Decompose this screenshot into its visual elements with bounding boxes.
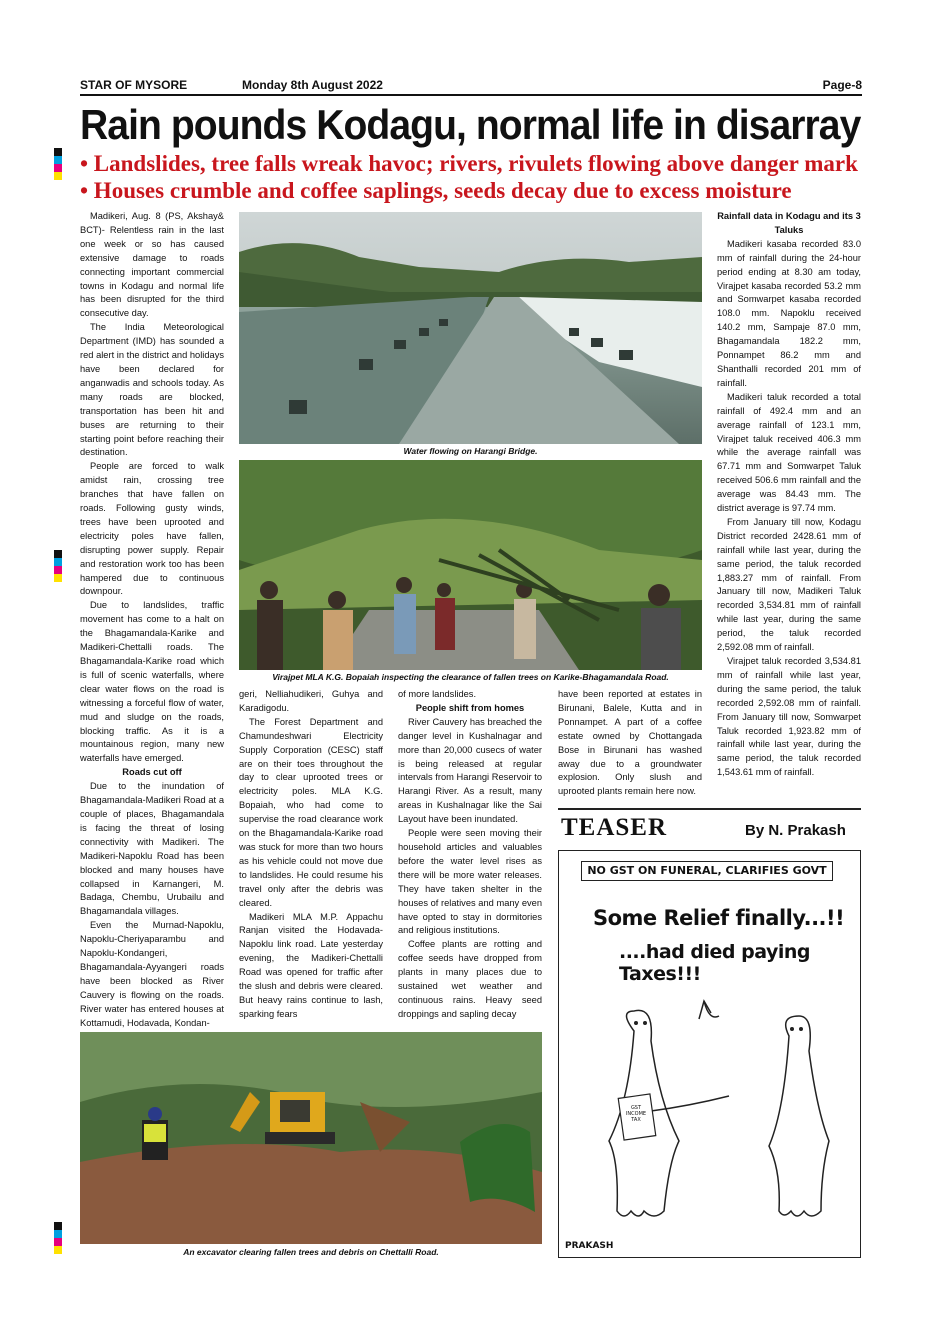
teaser-byline: By N. Prakash [745, 822, 846, 839]
reg-mark-cyan [54, 156, 62, 164]
photo-excavator [80, 1032, 542, 1244]
reg-mark-cyan [54, 1230, 62, 1238]
cartoon-speech-line-2: ....had died paying Taxes!!! [619, 941, 811, 985]
paragraph: People are forced to walk amidst rain, crossing tree branches that have fallen on roads. Following gusty winds, trees have been uprooted and electricity poles have fallen, disrupting power supply. Repair and restoration work too has been hampered due to continuous downpour. [80, 461, 224, 597]
teaser-title: TEASER [561, 814, 668, 841]
subheading-roads-cut-off: Roads cut off [122, 767, 182, 778]
paragraph: Madikeri taluk recorded a total rainfall of 492.4 mm and an average rainfall of 123.1 mm, Virajpet taluk received 406.3 mm while the average rainfall was 67.71 mm and Somwarpet Taluk received 506.6 mm rainfall and the average was 84.43 mm. The district average is 97.74 mm. [717, 391, 861, 514]
rainfall-title: Rainfall data in Kodagu and its 3 Taluks [717, 211, 861, 235]
paragraph: Virajpet taluk recorded 3,534.81 mm of rainfall while last year, during the same period, the taluk recorded 2,592.08 mm of rainfall. From January till now, Somwarpet Taluk recorded 1,923.82 mm of rainfall while last year, during the same period, the taluk recorded 1,543.61 mm of rainfall. [717, 656, 861, 778]
article-column-4 [558, 688, 702, 803]
cartoon-signature: PRAKASH [565, 1241, 614, 1251]
article-column-1 [80, 210, 224, 1028]
paragraph: The Forest Department and Chamundeshwari Electricity Supply Corporation (CESC) staff are on their toes throughout the day to clear uprooted trees or electricity poles. MLA K.G. Bopaiah, who had come to supervise the road clearance work on the Bhagamandala-Karike road was stuck for more than two hours as his vehicle could not move due to landslides. He could resume his travel only after the debris was cleared. [239, 716, 383, 908]
publication-name: STAR OF MYSORE [80, 78, 188, 92]
reg-mark-black [54, 1222, 62, 1230]
reg-mark-black [54, 148, 62, 156]
photo-harangi-bridge [239, 212, 702, 444]
cartoon-note-text: GST INCOME TAX [625, 1105, 647, 1123]
cartoon-ghosts-drawing [559, 971, 859, 1256]
teaser-cartoon [558, 850, 861, 1258]
headline: Rain pounds Kodagu, normal life in disarray [80, 101, 861, 148]
caption-excavator: An excavator clearing fallen trees and debris on Chettalli Road. [183, 1247, 439, 1257]
paragraph: River Cauvery has breached the danger level in Kushalnagar and more than 20,000 cusecs of water is being released at regular intervals from Harangi Reservoir to Harangi River. As a result, many areas in Kushalnagar like the Sai Layout have been inundated. [398, 716, 542, 825]
paragraph: have been reported at estates in Birunani, Balele, Kutta and in Ponnampet. A part of a coffee estate owned by Chottangada Bose in Birunani has washed away due to a groundwater explosion. Only slush and uprooted plants remain here now. [558, 689, 702, 797]
paragraph: of more landslides. [398, 689, 477, 699]
reg-mark-yellow [54, 172, 62, 180]
paragraph: Due to landslides, traffic movement has come to a halt on the Bhagamandala-Karike and Madikeri-Chettalli roads. The Bhagamandala-Karike road which is full of scenic waterfalls, where clear water flows on the road is witnessing a forceful flow of water, mud and sludge on the roads, blocking traffic. As it is a mountainous region, many new waterfalls have emerged. [80, 600, 224, 764]
reg-mark-cyan [54, 558, 62, 566]
article-column-2 [239, 688, 383, 1028]
paragraph: Even the Murnad-Napoklu, Napoklu-Cheriyaparambu and Napoklu-Kondangeri, Bhagamandala-Ayyangeri roads have been blocked as River Cauvery is flowing on the roads. River water has entered houses at Kottamudi, Hodavada, Kondan- [80, 920, 224, 1028]
paragraph: Coffee plants are rotting and coffee seeds have dropped from plants in many places due to sustained wet weather and continuous rains. Heavy seed droppings and sapling decay [398, 939, 542, 1019]
issue-date: Monday 8th August 2022 [242, 78, 383, 92]
paragraph: Madikeri, Aug. 8 (PS, Akshay& BCT)- Relentless rain in the last one week or so has caused extensive damage to roads connecting important commercial towns in Kodagu and normal life has been disrupted for the third consecutive day. [80, 211, 224, 319]
page-number: Page-8 [822, 78, 862, 92]
deck-line-1: • Landslides, tree falls wreak havoc; rivers, rivulets flowing above danger mark [80, 151, 858, 176]
reg-mark-magenta [54, 1238, 62, 1246]
reg-mark-yellow [54, 574, 62, 582]
caption-bridge: Water flowing on Harangi Bridge. [403, 446, 538, 456]
reg-mark-magenta [54, 164, 62, 172]
photo-mla-inspection [239, 460, 702, 670]
paragraph: Due to the inundation of Bhagamandala-Madikeri Road at a couple of places, Bhagamandala is facing the threat of losing connectivity with Madikeri. The Madikeri-Napoklu Road has been blocked and many houses have collapsed in Karnangeri, M. Badaga, Chembu, Urubailu and Bhagamandala villages. [80, 781, 224, 917]
paragraph: From January till now, Kodagu District recorded 2428.61 mm of rainfall while last year, during the same period, the taluk recorded 1,883.27 mm of rainfall. From January till now, Madikeri Taluk recorded 3,534.81 mm of rainfall while last year, during the same period, the taluk recorded 2,592.08 mm of rainfall. [717, 516, 861, 653]
caption-mla: Virajpet MLA K.G. Bopaiah inspecting the clearance of fallen trees on Karike-Bhagamandala Road. [272, 672, 669, 682]
rainfall-data-box [717, 210, 861, 802]
article-column-3 [398, 688, 542, 1028]
reg-mark-black [54, 550, 62, 558]
masthead [80, 78, 862, 94]
cartoon-speech-line-1: Some Relief finally...!! [593, 906, 845, 930]
subheading-people-shift: People shift from homes [415, 702, 525, 713]
paragraph: The India Meteorological Department (IMD) has sounded a red alert in the district and holidays have been declared for anganwadis and schools today. As many roads are blocked, transportation has been hit and buses are returning to their starting point before reaching their destination. [80, 322, 224, 458]
paragraph: Madikeri MLA M.P. Appachu Ranjan visited the Hodavada-Napoklu link road. Late yesterday evening, the Madikeri-Chettalli Road was opened for traffic after the slush and debris were cleared. But heavy rains continue to lash, sparking fears [239, 911, 383, 1019]
paragraph: geri, Nelliahudikeri, Guhya and Karadigodu. [239, 689, 383, 713]
reg-mark-magenta [54, 566, 62, 574]
cartoon-header: NO GST ON FUNERAL, CLARIFIES GOVT [581, 861, 833, 881]
reg-mark-yellow [54, 1246, 62, 1254]
deck-line-2: • Houses crumble and coffee saplings, seeds decay due to excess moisture [80, 178, 792, 203]
paragraph: Madikeri kasaba recorded 83.0 mm of rainfall during the 24-hour period ending at 8.30 am today, Virajpet kasaba recorded 53.2 mm and Somwarpet kasaba recorded 108.0 mm. Napoklu received 140.2 mm, Sampaje 87.0 mm, Bhagamandala 182.2 mm, Ponnampet 86.2 mm and Shanthalli recorded 201 mm of rainfall. [717, 238, 861, 388]
masthead-rule [80, 94, 862, 96]
teaser-divider [558, 808, 861, 810]
paragraph: People were seen moving their household articles and valuables before the water level rises as there will be more water releases. They have taken shelter in the houses of relatives and many even have opted to stay in dormitories and religious institutions. [398, 828, 542, 936]
